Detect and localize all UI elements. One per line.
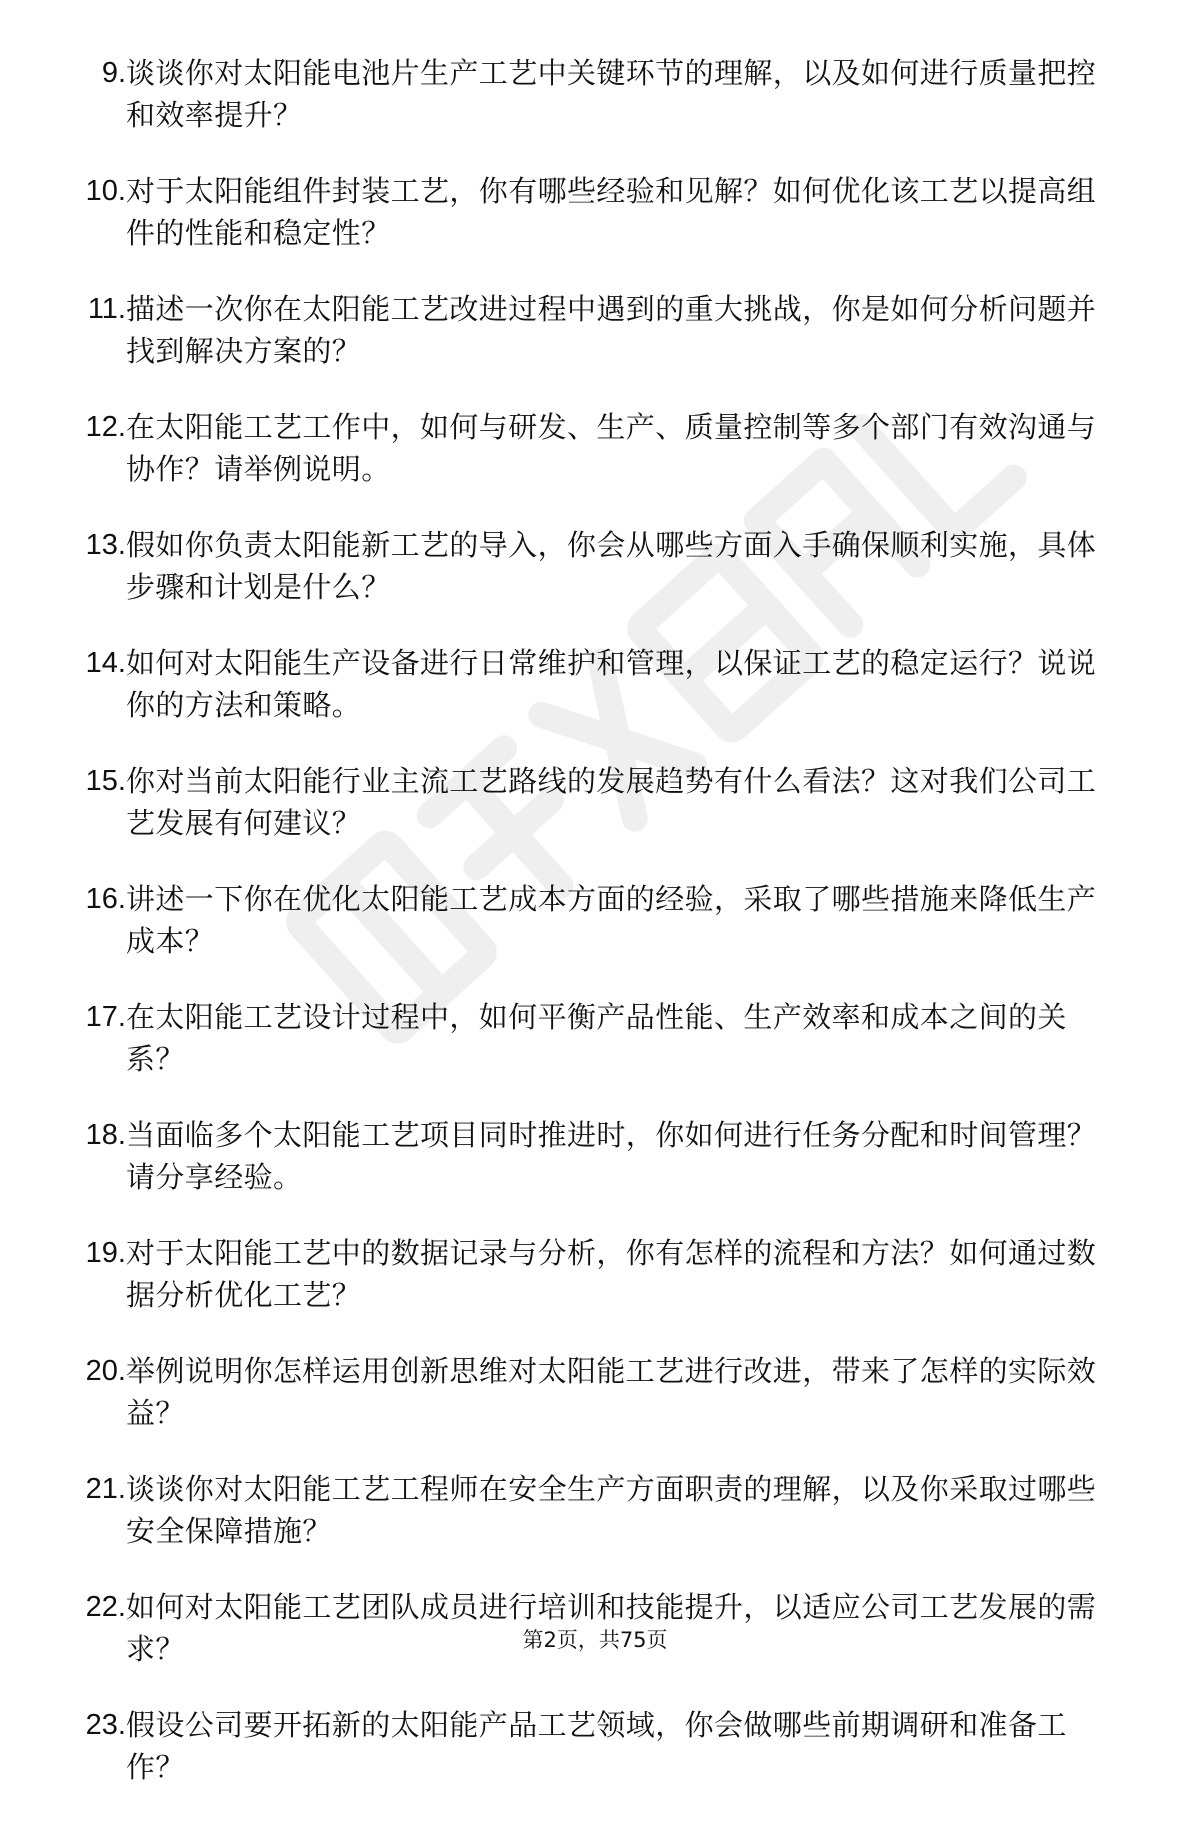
question-item — [0, 1350, 1190, 1468]
question-item — [0, 52, 1190, 170]
question-number: 17. — [85, 1001, 126, 1033]
question-number: 12. — [85, 411, 126, 443]
question-text: 对于太阳能工艺中的数据记录与分析，你有怎样的流程和方法？如何通过数据分析优化工艺？ — [126, 1236, 1097, 1312]
question-number: 14. — [85, 647, 126, 679]
question-text: 对于太阳能组件封装工艺，你有哪些经验和见解？如何优化该工艺以提高组件的性能和稳定性？ — [126, 174, 1097, 250]
question-text: 谈谈你对太阳能工艺工程师在安全生产方面职责的理解，以及你采取过哪些安全保障措施？ — [126, 1472, 1097, 1548]
question-text: 你对当前太阳能行业主流工艺路线的发展趋势有什么看法？这对我们公司工艺发展有何建议？ — [126, 764, 1097, 840]
question-list — [0, 52, 1190, 1822]
question-item — [0, 170, 1190, 288]
question-item — [0, 878, 1190, 996]
question-number: 9. — [101, 57, 126, 89]
question-number: 23. — [85, 1709, 126, 1741]
question-number: 16. — [85, 883, 126, 915]
question-number: 22. — [85, 1591, 126, 1623]
question-item — [0, 288, 1190, 406]
question-text: 当面临多个太阳能工艺项目同时推进时，你如何进行任务分配和时间管理？请分享经验。 — [126, 1118, 1097, 1194]
question-text: 举例说明你怎样运用创新思维对太阳能工艺进行改进，带来了怎样的实际效益？ — [126, 1354, 1097, 1430]
question-item — [0, 1468, 1190, 1586]
question-number: 10. — [85, 175, 126, 207]
question-number: 20. — [85, 1355, 126, 1387]
page-number-footer: 第2页，共75页 — [522, 1628, 668, 1652]
question-text: 假设公司要开拓新的太阳能产品工艺领域，你会做哪些前期调研和准备工作？ — [126, 1708, 1067, 1784]
question-item — [0, 1232, 1190, 1350]
question-number: 21. — [85, 1473, 126, 1505]
question-text: 在太阳能工艺设计过程中，如何平衡产品性能、生产效率和成本之间的关系？ — [126, 1000, 1067, 1076]
question-number: 18. — [85, 1119, 126, 1151]
question-item — [0, 996, 1190, 1114]
question-number: 11. — [87, 293, 126, 325]
question-number: 15. — [85, 765, 126, 797]
question-item — [0, 406, 1190, 524]
question-item — [0, 1114, 1190, 1232]
question-text: 假如你负责太阳能新工艺的导入，你会从哪些方面入手确保顺利实施，具体步骤和计划是什么？ — [126, 528, 1097, 604]
question-item — [0, 642, 1190, 760]
question-text: 如何对太阳能生产设备进行日常维护和管理，以保证工艺的稳定运行？说说你的方法和策略。 — [126, 646, 1097, 722]
question-item — [0, 1704, 1190, 1822]
question-number: 13. — [85, 529, 126, 561]
question-text: 如何对太阳能工艺团队成员进行培训和技能提升，以适应公司工艺发展的需求？ — [126, 1590, 1097, 1666]
question-item — [0, 524, 1190, 642]
question-item — [0, 760, 1190, 878]
question-text: 描述一次你在太阳能工艺改进过程中遇到的重大挑战，你是如何分析问题并找到解决方案的？ — [126, 292, 1097, 368]
question-text: 在太阳能工艺工作中，如何与研发、生产、质量控制等多个部门有效沟通与协作？请举例说明。 — [126, 410, 1097, 486]
question-text: 谈谈你对太阳能电池片生产工艺中关键环节的理解，以及如何进行质量把控和效率提升？ — [126, 56, 1097, 132]
question-number: 19. — [85, 1237, 126, 1269]
question-text: 讲述一下你在优化太阳能工艺成本方面的经验，采取了哪些措施来降低生产成本？ — [126, 882, 1097, 958]
